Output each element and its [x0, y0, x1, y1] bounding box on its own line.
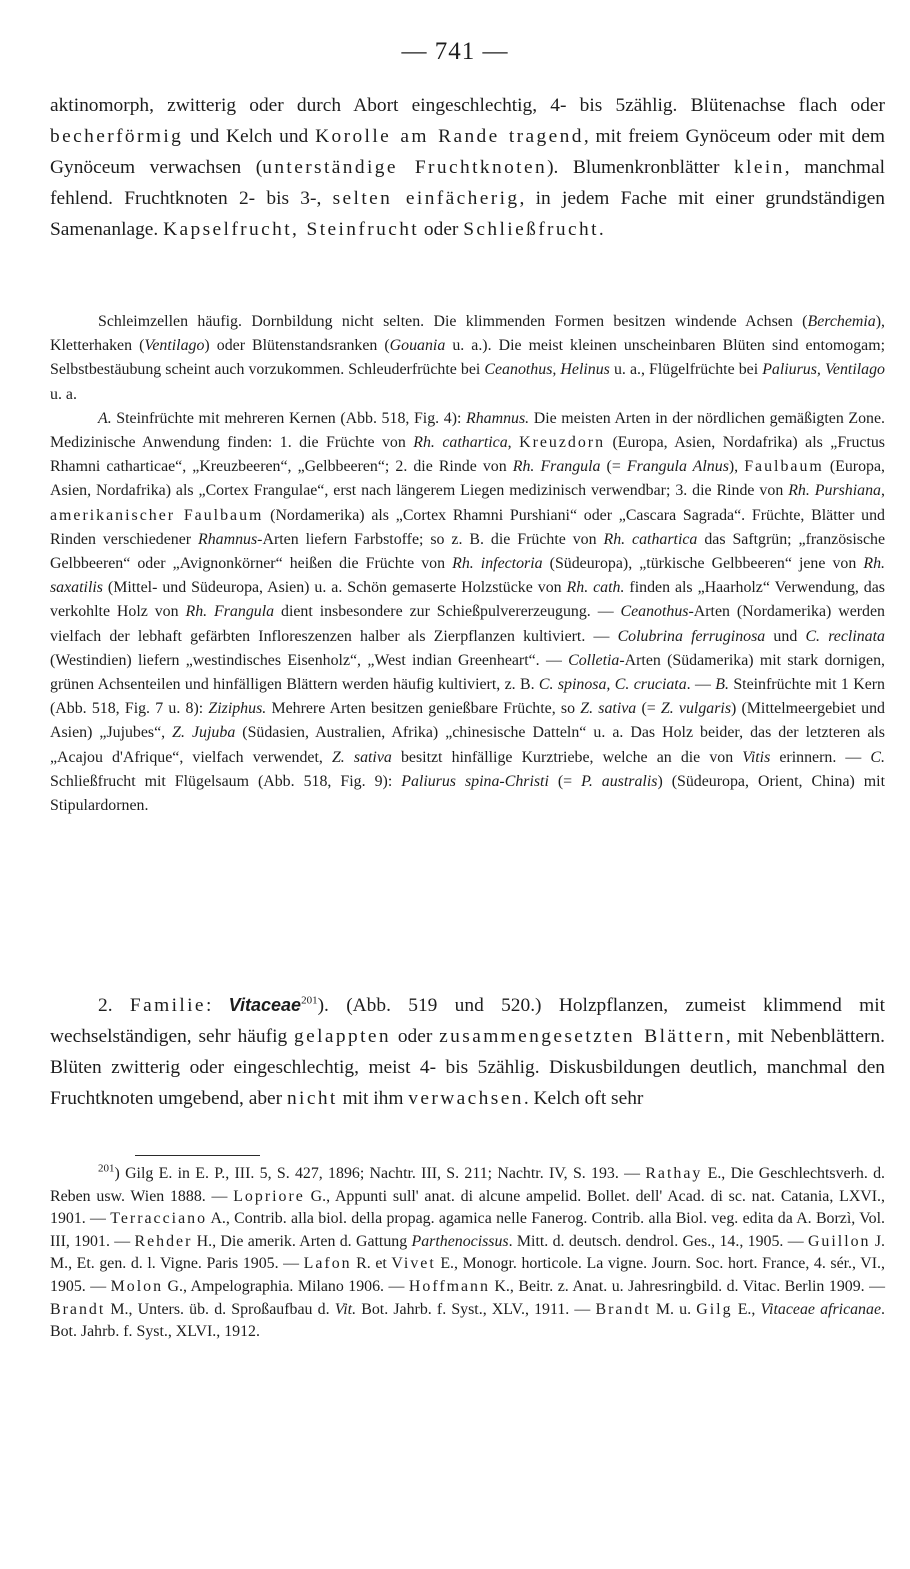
- paragraph-vitaceae: 2. Familie: Vitaceae$^{201}$). (Abb. 519 und 520.) Holzpflanzen, zumeist klimmend mit wechselständigen, sehr häufig gelappten oder zusammengesetzten Blättern, mit Nebenblättern. Blüten zwitterig oder eingeschlechtig, meist 4- bis 5zählig. Diskusbildungen deutlich, manchmal den Fruchtknoten umgebend, aber nicht mit ihm verwachsen. Kelch oft sehr: [50, 994, 885, 1109]
- footnote-201: $^{201}$) Gilg E. in E. P., III. 5, S. 427, 1896; Nachtr. III, S. 211; Nachtr. IV, S. 193. — Rathay E., Die Geschlechtsverh. d. Reben usw. Wien 1888. — Lopriore G., Appunti sull' anat. di alcune ampelid. Bollet. dell' Acad. di sc. nat. Catania, LXVI., 1901. — Terracciano A., Contrib. alla biol. della propag. agamica nelle Fanerog. Contrib. alla Biol. veg. edita da A. Borzì, Vol. III, 1901. — Rehder H., Die amerik. Arten d. Gattung Parthenocissus. Mitt. d. deutsch. dendrol. Ges., 14., 1905. — Guillon J. M., Et. gen. d. l. Vigne. Paris 1905. — Lafon R. et Vivet E., Monogr. horticole. La vigne. Journ. Soc. hort. France, 4. sér., VI., 1905. — Molon G., Ampelographia. Milano 1906. — Hoffmann K., Beitr. z. Anat. u. Jahresringbild. d. Vitac. Berlin 1909. — Brandt M., Unters. üb. d. Sproßaufbau d. Vit. Bot. Jahrb. f. Syst., XLV., 1911. — Brandt M. u. Gilg E., Vitaceae africanae. Bot. Jahrb. f. Syst., XLVI., 1912.: [50, 1162, 886, 1341]
- footnote-ref: 201: [301, 994, 318, 1007]
- page-number: — 741 —: [401, 38, 509, 65]
- family-name-vitaceae: Vitaceae: [228, 995, 302, 1015]
- paragraph-family-description: aktinomorph, zwitterig oder durch Abort eingeschlechtig, 4- bis 5zählig. Blütenachse flach oder becherförmig und Kelch und Korolle am Rande tragend, mit freiem Gynöceum oder mit dem Gynöceum verwachsen (unterständige Fruchtknoten). Blumenkronblätter klein, manchmal fehlend. Fruchtknoten 2- bis 3-, selten einfächerig, in jedem Fache mit einer grundständigen Samenanlage. Kapselfrucht, Steinfrucht oder Schließfrucht.: [50, 95, 885, 240]
- small-print-section: [50, 310, 885, 818]
- paragraph-genera: A. Steinfrüchte mit mehreren Kernen (Abb. 518, Fig. 4): Rhamnus. Die meisten Arten in der nördlichen gemäßigten Zone. Medizinische Anwendung finden: 1. die Früchte von Rh. cathartica, Kreuzdorn (Europa, Asien, Nordafrika) als „Fructus Rhamni catharticae“, „Kreuzbeeren“, „Gelbbeeren“; 2. die Rinde von Rh. Frangula (= Frangula Alnus), Faulbaum (Europa, Asien, Nordafrika) als „Cortex Frangulae“, erst nach längerem Liegen medizinisch verwendbar; 3. die Rinde von Rh. Purshiana, amerikanischer Faulbaum (Nordamerika) als „Cortex Rhamni Purshiani“ oder „Cascara Sagrada“. Früchte, Blätter und Rinden verschiedener Rhamnus-Arten liefern Farbstoffe; so z. B. die Früchte von Rh. cathartica das Saftgrün; „französische Gelbbeeren“ oder „Avignonkörner“ heißen die Früchte von Rh. infectoria (Südeuropa), „türkische Gelbbeeren“ jene von Rh. saxatilis (Mittel- und Südeuropa, Asien) u. a. Schön gemaserte Holzstücke von Rh. cath. finden als „Haarholz“ Verwendung, das verkohlte Holz von Rh. Frangula dient insbesondere zur Schießpulvererzeugung. — Ceanothus-Arten (Nordamerika) werden vielfach der lebhaft gefärbten Infloreszenzen halber als Zierpflanzen kultiviert. — Colubrina ferruginosa und C. reclinata (Westindien) liefern „westindisches Eisenholz“, „West indian Greenheart“. — Colletia-Arten (Südamerika) mit stark dornigen, grünen Achsenteilen und hinfälligen Blättern werden häufig kultiviert, z. B. C. spinosa, C. cruciata. — B. Steinfrüchte mit 1 Kern (Abb. 518, Fig. 7 u. 8): Ziziphus. Mehrere Arten besitzen genießbare Früchte, so Z. sativa (= Z. vulgaris) (Mittelmeergebiet und Asien) „Jujubes“, Z. Jujuba (Südasien, Australien, Afrika) „chinesische Datteln“ u. a. Das Holz beider, das der letzteren als „Acajou d'Afrique“, vielfach verwendet, Z. sativa besitzt hinfällige Kurztriebe, welche an die von Vitis erinnern. — C. Schließfrucht mit Flügelsaum (Abb. 518, Fig. 9): Paliurus spina-Christi (= P. australis) (Südeuropa, Orient, China) mit Stipulardornen.: [50, 409, 886, 815]
- paragraph-ecology: Schleimzellen häufig. Dornbildung nicht selten. Die klimmenden Formen besitzen windende Achsen (Berchemia), Kletterhaken (Ventilago) oder Blütenstandsranken (Gouania u. a.). Die meist kleinen unscheinbaren Blüten sind entomogam; Selbstbestäubung scheint auch vorzukommen. Schleuderfrüchte bei Ceanothus, Helinus u. a., Flügelfrüchte bei Paliurus, Ventilago u. a.: [50, 313, 885, 403]
